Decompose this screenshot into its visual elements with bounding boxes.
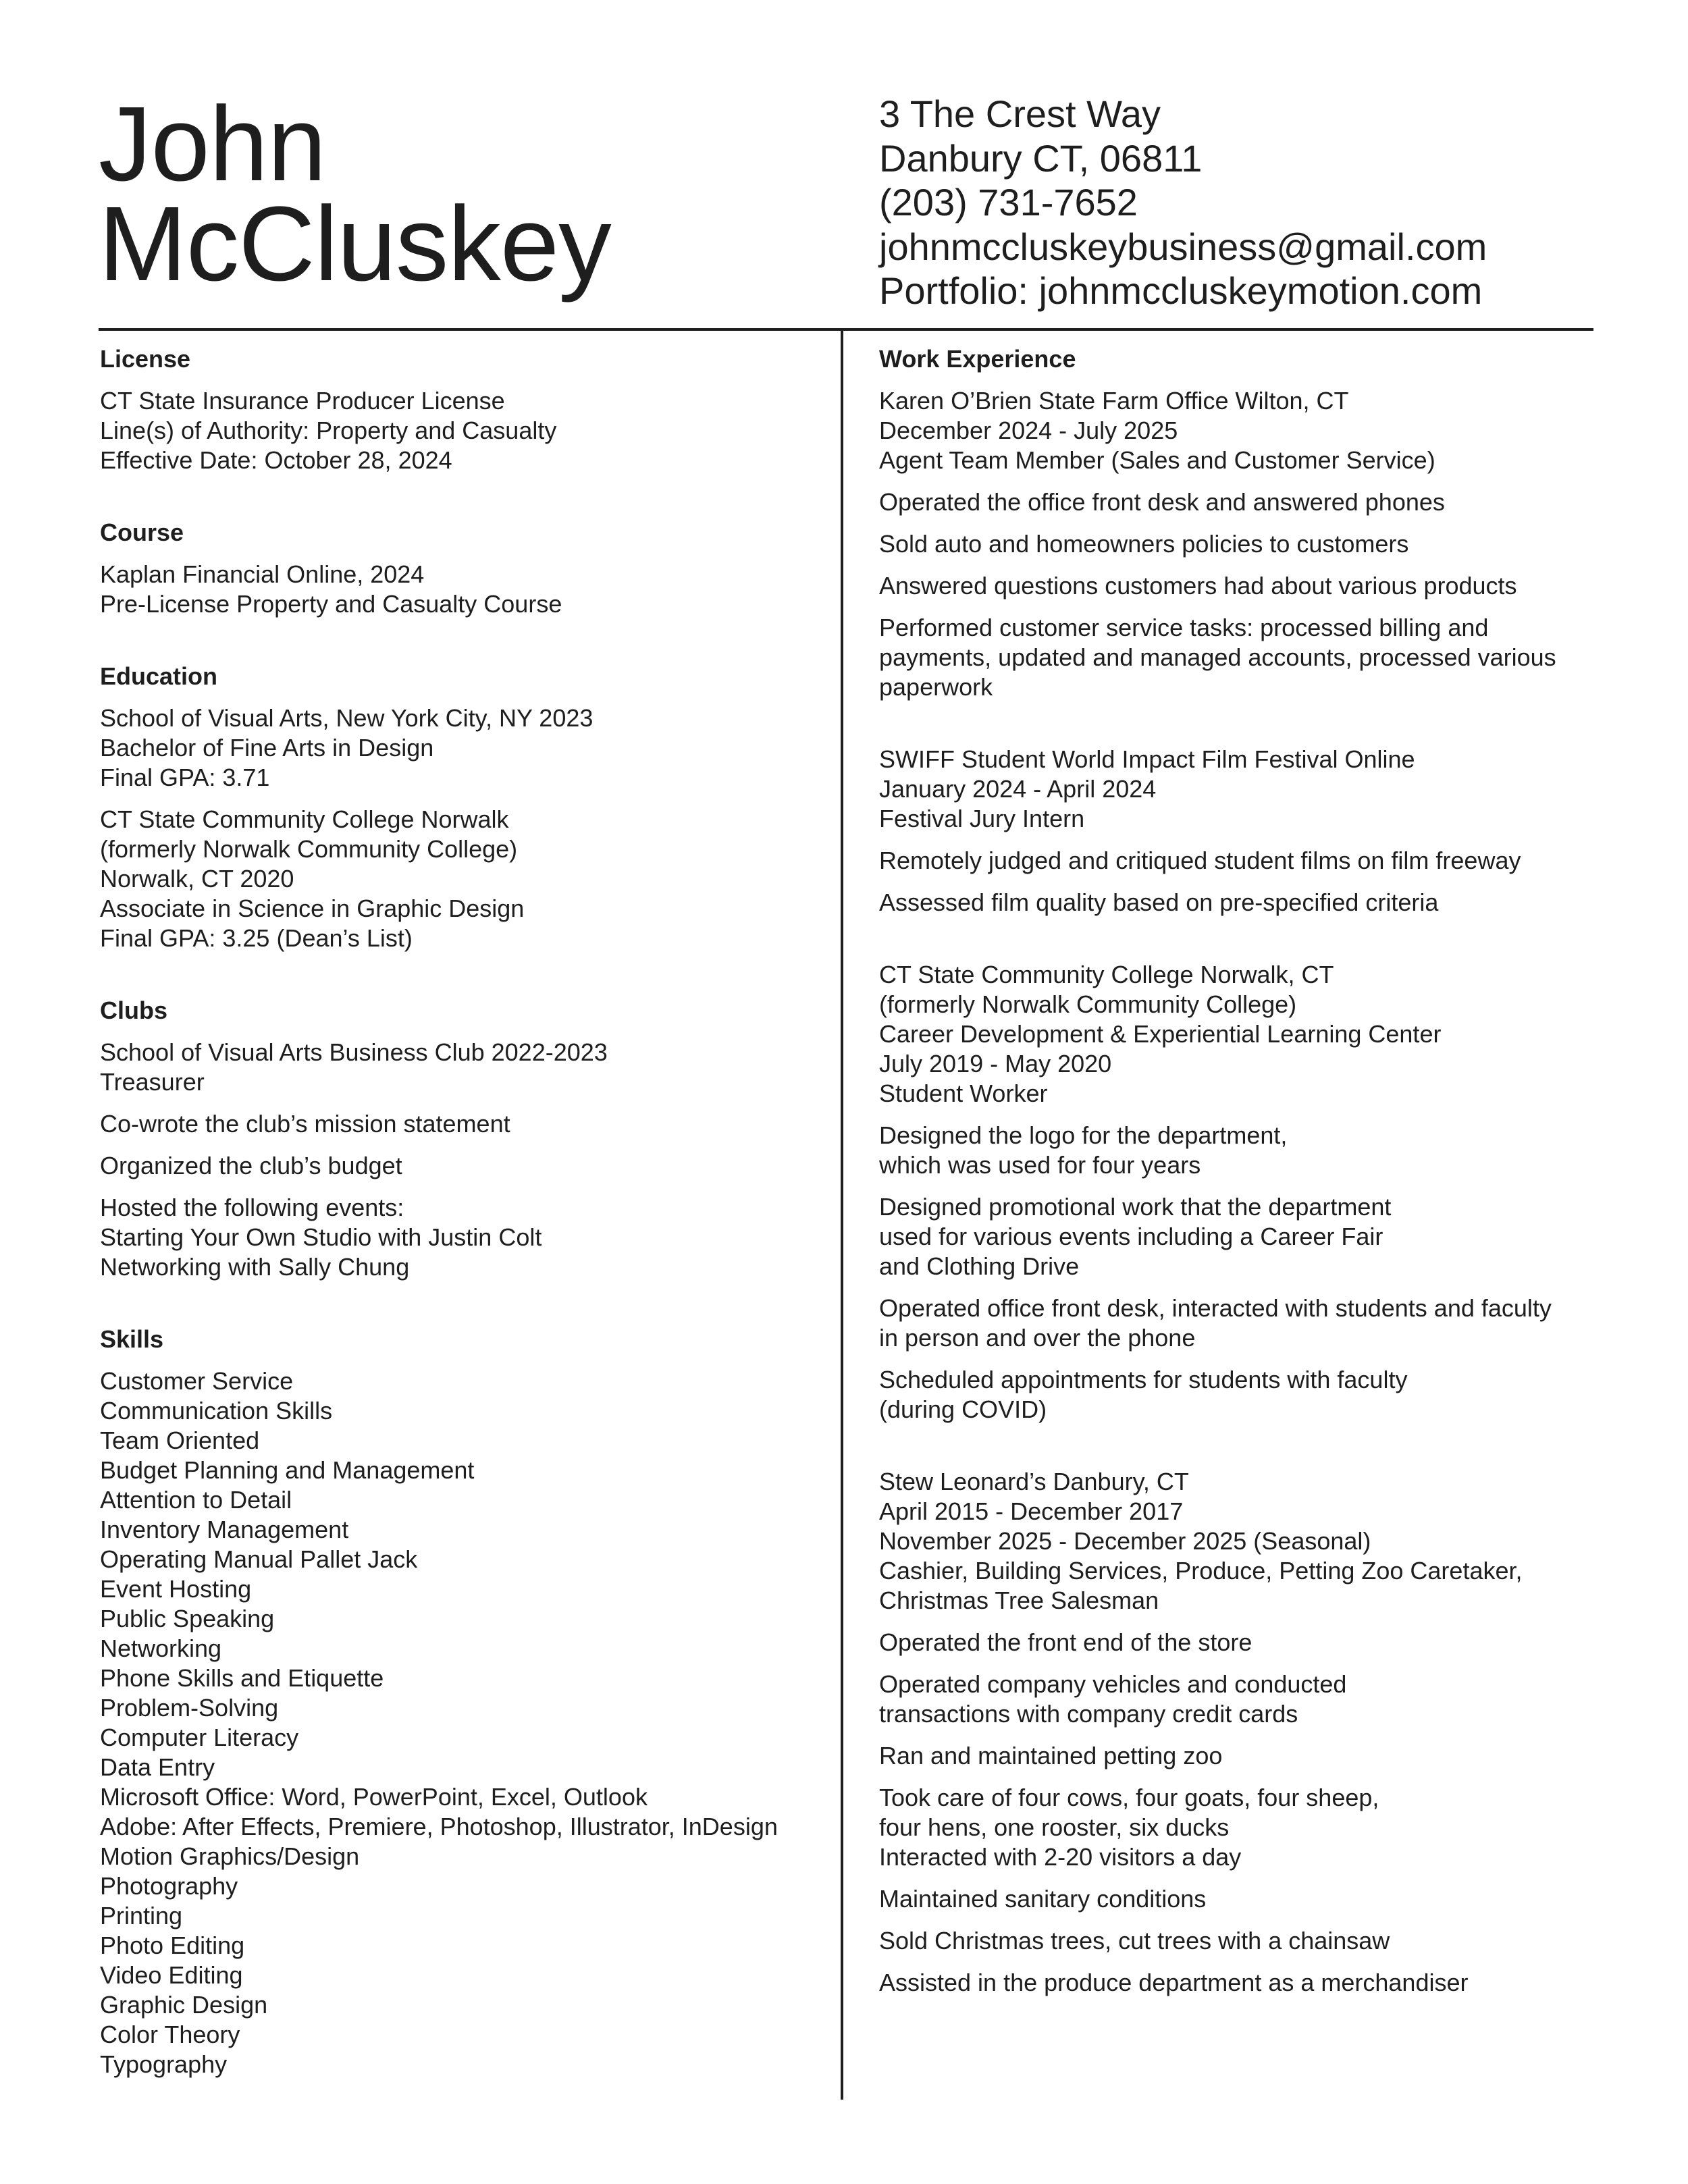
education-entry (100, 805, 829, 953)
text-line: Ran and maintained petting zoo (879, 1742, 1223, 1769)
job-duty (879, 613, 1595, 702)
job-duty (879, 487, 1595, 517)
text-line: Co-wrote the club’s mission statement (100, 1110, 510, 1138)
last-name: McCluskey (99, 185, 611, 303)
text-line: Hosted the following events: (100, 1194, 404, 1221)
job-duty (879, 1628, 1595, 1657)
skill-item: Data Entry (100, 1753, 215, 1781)
paragraph (100, 1151, 829, 1181)
job-duty (879, 1192, 1595, 1281)
text-line: and Clothing Drive (879, 1252, 1080, 1280)
job-header (879, 386, 1595, 475)
skill-item: Computer Literacy (100, 1724, 299, 1751)
skill-item: Attention to Detail (100, 1486, 292, 1514)
skills-list (100, 1366, 829, 2079)
skill-item: Problem-Solving (100, 1694, 279, 1722)
skill-item: Operating Manual Pallet Jack (100, 1545, 418, 1573)
text-line: Line(s) of Authority: Property and Casualty (100, 417, 557, 444)
text-line: Student Worker (879, 1080, 1048, 1107)
paragraph (100, 1109, 829, 1139)
job-duty (879, 1121, 1595, 1180)
job-header (879, 960, 1595, 1109)
right-column (879, 344, 1595, 2040)
skill-item: Microsoft Office: Word, PowerPoint, Excel, Outlook (100, 1783, 648, 1811)
job-entry (879, 960, 1595, 1424)
text-line: School of Visual Arts, New York City, NY 2023 (100, 704, 594, 732)
text-line: Norwalk, CT 2020 (100, 865, 294, 893)
text-line: Sold Christmas trees, cut trees with a chainsaw (879, 1927, 1390, 1954)
text-line: Scheduled appointments for students with faculty (879, 1366, 1408, 1393)
education-heading: Education (100, 662, 218, 690)
text-line: Answered questions customers had about various products (879, 572, 1517, 600)
skill-item: Customer Service (100, 1367, 294, 1395)
paragraph (100, 560, 829, 619)
license-heading: License (100, 345, 191, 373)
text-line: November 2025 - December 2025 (Seasonal) (879, 1527, 1371, 1555)
text-line: CT State Community College Norwalk, CT (879, 961, 1334, 988)
job-duty (879, 1884, 1595, 1914)
job-duty (879, 1783, 1595, 1872)
text-line: Cashier, Building Services, Produce, Petting Zoo Caretaker, (879, 1557, 1523, 1584)
contact-street: 3 The Crest Way (879, 92, 1161, 135)
text-line: Operated the front end of the store (879, 1628, 1252, 1656)
education-section (100, 662, 829, 953)
text-line: Starting Your Own Studio with Justin Colt (100, 1223, 542, 1251)
text-line: Operated the office front desk and answered phones (879, 488, 1445, 516)
skill-item: Budget Planning and Management (100, 1456, 475, 1484)
text-line: Assisted in the produce department as a merchandiser (879, 1969, 1469, 1996)
job-duty (879, 1670, 1595, 1729)
text-line: Designed the logo for the department, (879, 1121, 1288, 1149)
job-entry (879, 386, 1595, 702)
text-line: in person and over the phone (879, 1324, 1196, 1352)
skill-item: Color Theory (100, 2021, 240, 2048)
paragraph (100, 1038, 829, 1097)
job-duty (879, 571, 1595, 601)
text-line: payments, updated and managed accounts, processed various (879, 643, 1556, 671)
text-line: School of Visual Arts Business Club 2022-2023 (100, 1038, 608, 1066)
skill-item: Public Speaking (100, 1605, 275, 1632)
skill-item: Motion Graphics/Design (100, 1842, 360, 1870)
text-line: which was used for four years (879, 1151, 1201, 1179)
education-entry (100, 703, 829, 793)
course-heading: Course (100, 518, 184, 546)
work-experience-heading: Work Experience (879, 345, 1076, 373)
text-line: Associate in Science in Graphic Design (100, 895, 525, 922)
text-line: December 2024 - July 2025 (879, 417, 1178, 444)
job-duty (879, 529, 1595, 559)
job-header (879, 745, 1595, 834)
text-line: Assessed film quality based on pre-specified criteria (879, 888, 1439, 916)
text-line: Effective Date: October 28, 2024 (100, 446, 452, 474)
job-header (879, 1467, 1595, 1616)
text-line: Bachelor of Fine Arts in Design (100, 734, 434, 762)
text-line: paperwork (879, 673, 993, 701)
text-line: Kaplan Financial Online, 2024 (100, 560, 425, 588)
text-line: Networking with Sally Chung (100, 1253, 410, 1281)
text-line: Took care of four cows, four goats, four sheep, (879, 1784, 1379, 1811)
job-entry (879, 745, 1595, 917)
text-line: Designed promotional work that the department (879, 1193, 1392, 1221)
text-line: four hens, one rooster, six ducks (879, 1813, 1230, 1841)
applicant-name (99, 85, 611, 303)
text-line: CT State Insurance Producer License (100, 387, 505, 415)
text-line: used for various events including a Career Fair (879, 1223, 1383, 1250)
job-duty (879, 1365, 1595, 1424)
contact-phone: (203) 731-7652 (879, 181, 1138, 223)
skill-item: Photo Editing (100, 1932, 245, 1959)
skill-item: Printing (100, 1902, 183, 1929)
text-line: Organized the club’s budget (100, 1152, 402, 1179)
text-line: January 2024 - April 2024 (879, 775, 1157, 803)
job-entry (879, 1467, 1595, 1998)
text-line: Festival Jury Intern (879, 805, 1085, 832)
job-duty (879, 1294, 1595, 1353)
job-duty (879, 846, 1595, 876)
text-line: Operated company vehicles and conducted (879, 1670, 1347, 1698)
contact-portfolio[interactable]: Portfolio: johnmccluskeymotion.com (879, 269, 1483, 312)
text-line: April 2015 - December 2017 (879, 1497, 1184, 1525)
job-duty (879, 1741, 1595, 1771)
text-line: transactions with company credit cards (879, 1700, 1298, 1728)
paragraph (100, 1193, 829, 1282)
text-line: Stew Leonard’s Danbury, CT (879, 1468, 1189, 1495)
text-line: Final GPA: 3.71 (100, 764, 270, 791)
header-divider (99, 328, 1593, 331)
text-line: Career Development & Experiential Learning Center (879, 1020, 1442, 1048)
skill-item: Phone Skills and Etiquette (100, 1664, 384, 1692)
contact-city: Danbury CT, 06811 (879, 136, 1203, 180)
skill-item: Graphic Design (100, 1991, 268, 2019)
clubs-heading: Clubs (100, 996, 168, 1024)
contact-block (879, 92, 1487, 313)
text-line: (formerly Norwalk Community College) (879, 990, 1297, 1018)
first-name: John (99, 85, 326, 203)
license-section (100, 344, 829, 475)
text-line: (during COVID) (879, 1395, 1047, 1423)
clubs-section (100, 996, 829, 1282)
text-line: Treasurer (100, 1068, 205, 1096)
course-section (100, 518, 829, 619)
text-line: Final GPA: 3.25 (Dean’s List) (100, 924, 413, 952)
skill-item: Networking (100, 1634, 222, 1662)
skill-item: Event Hosting (100, 1575, 252, 1603)
text-line: Christmas Tree Salesman (879, 1587, 1159, 1614)
job-duty (879, 888, 1595, 917)
column-divider (841, 329, 843, 2100)
skills-heading: Skills (100, 1325, 164, 1353)
skill-item: Video Editing (100, 1961, 243, 1989)
skill-item: Inventory Management (100, 1516, 349, 1543)
skills-section (100, 1325, 829, 2079)
text-line: Remotely judged and critiqued student films on film freeway (879, 847, 1521, 874)
text-line: July 2019 - May 2020 (879, 1050, 1112, 1077)
text-line: Operated office front desk, interacted with students and faculty (879, 1294, 1552, 1322)
text-line: Performed customer service tasks: processed billing and (879, 614, 1489, 641)
left-column (100, 344, 829, 2122)
skill-item: Photography (100, 1872, 238, 1900)
text-line: Sold auto and homeowners policies to customers (879, 530, 1409, 558)
text-line: CT State Community College Norwalk (100, 805, 509, 833)
text-line: (formerly Norwalk Community College) (100, 835, 518, 863)
text-line: SWIFF Student World Impact Film Festival Online (879, 745, 1415, 773)
paragraph (100, 386, 829, 475)
skill-item: Adobe: After Effects, Premiere, Photoshop, Illustrator, InDesign (100, 1813, 778, 1840)
text-line: Interacted with 2-20 visitors a day (879, 1843, 1242, 1871)
job-duty (879, 1926, 1595, 1956)
text-line: Pre-License Property and Casualty Course (100, 590, 562, 618)
skill-item: Typography (100, 2050, 228, 2078)
job-duty (879, 1968, 1595, 1998)
text-line: Agent Team Member (Sales and Customer Service) (879, 446, 1435, 474)
text-line: Maintained sanitary conditions (879, 1885, 1207, 1913)
text-line: Karen O’Brien State Farm Office Wilton, CT (879, 387, 1349, 415)
skill-item: Team Oriented (100, 1427, 260, 1454)
contact-email[interactable]: johnmccluskeybusiness@gmail.com (879, 225, 1487, 268)
work-experience-section (879, 344, 1595, 1998)
skill-item: Communication Skills (100, 1397, 333, 1424)
